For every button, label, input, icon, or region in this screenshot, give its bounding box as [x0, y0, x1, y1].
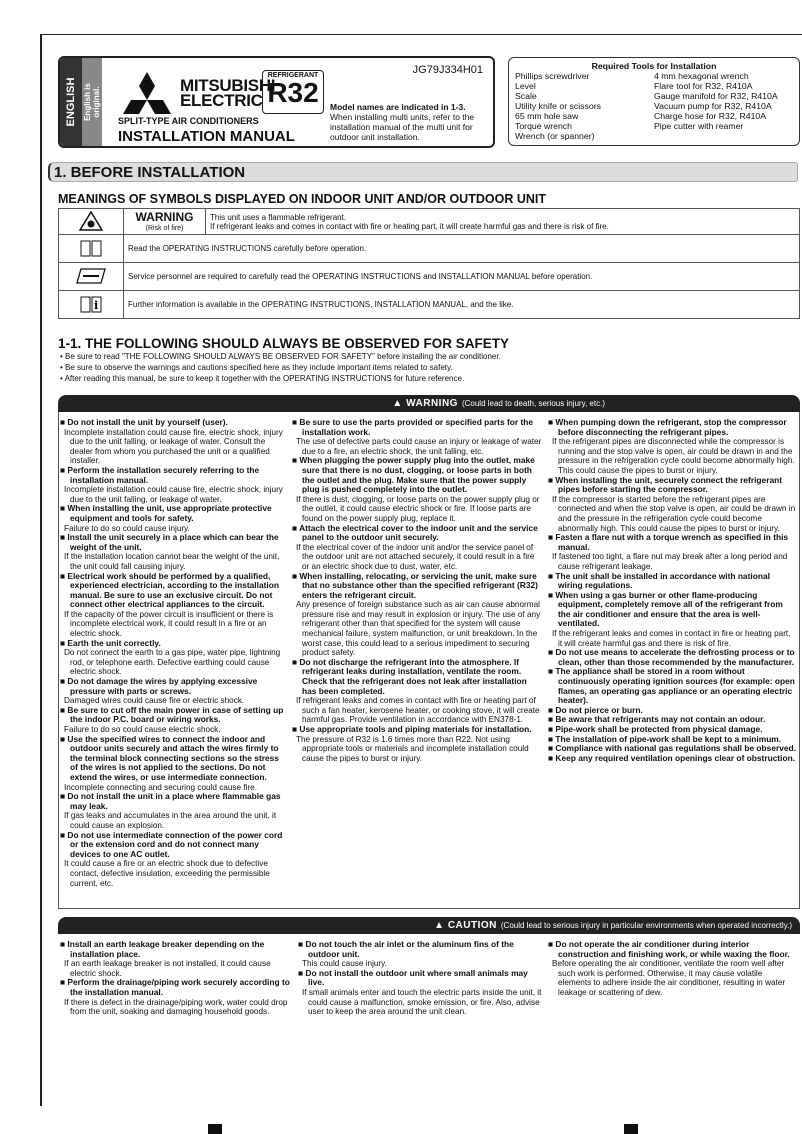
info-book-icon	[59, 291, 124, 319]
safety-item	[60, 831, 288, 889]
item-body: If the capacity of the power circuit is insufficient or there is incomplete electrical work, it could result in a fire or an electric shock.	[64, 609, 274, 639]
item-body: The use of defective parts could cause an injury or leakage of water due to a fire, an electric shock, the unit falling, etc.	[296, 437, 542, 456]
item-title: ■ Do not operate the air conditioner during interior construction and finishing work, or while waxing the floor.	[548, 940, 796, 959]
safety-item	[292, 725, 542, 763]
safety-item	[548, 533, 796, 571]
safety-item	[548, 418, 796, 476]
original-note: English is original.	[83, 83, 101, 121]
warning-label: WARNING (Risk of fire)	[124, 209, 206, 235]
item-body: If the refrigerant leaks and comes in contact in fire or heating part, it will create harmful gas and there is risk of fire.	[552, 629, 791, 648]
item-body: Failure to do so could cause electric shock.	[64, 725, 221, 734]
item-body: Any presence of foreign substance such as air can cause abnormal pressure rise and may result in explosion or injury. The use of any refrigerant other than that specified for the system will cause mechanical failure, system malfunction, or unit breakdown. In the worst case, this could lead to a serious impediment to securing product safety.	[296, 600, 541, 658]
item-body: This could cause injury.	[302, 959, 387, 969]
item-body: If the refrigerant pipes are disconnected while the compressor is running and the stop valve is open, air could be drawn in and the pressure in the refrigeration cycle could become abnormally high. This could cause the pipes to burst or injury.	[552, 437, 795, 475]
symbol-description: Service personnel are required to carefully read the OPERATING INSTRUCTIONS and INSTALLATION MANUAL before operation.	[124, 263, 800, 291]
item-body: If fastened too tight, a flare nut may break after a long period and cause refrigerant leakage.	[552, 552, 788, 571]
document-code: JG79J334H01	[412, 64, 483, 76]
safety-item	[60, 706, 288, 735]
refrigerant-badge: REFRIGERANT R32	[262, 70, 324, 114]
item-title: ■ Use appropriate tools and piping materials for installation.	[292, 725, 542, 735]
warning-bar: ▲ WARNING (Could lead to death, serious injury, etc.)	[58, 395, 800, 412]
page-border-top	[40, 34, 802, 35]
item-title: ■ Do not install the outdoor unit where small animals may live.	[298, 969, 542, 988]
item-title: ■ The appliance shall be stored in a room without continuously operating ignition sources (for example: open flames, an operating gas appliance or an operating electric heater).	[548, 667, 796, 705]
page-border-left	[40, 34, 42, 1106]
caution-bar: ▲ CAUTION (Could lead to serious injury in particular environments when operated incorrectly.)	[58, 917, 800, 934]
safety-item	[548, 476, 796, 534]
item-title: ■ Do not use intermediate connection of the power cord or the extension cord and do not connect many devices to one AC outlet.	[60, 831, 288, 860]
safety-heading: 1-1. THE FOLLOWING SHOULD ALWAYS BE OBSERVED FOR SAFETY	[58, 336, 510, 351]
original-note-tab	[82, 58, 102, 146]
warning-column	[548, 418, 796, 763]
safety-item	[292, 658, 542, 725]
safety-item	[298, 940, 542, 969]
item-title: ■ Do not use means to accelerate the defrosting process or to clean, other than those recommended by the manufacturer.	[548, 648, 796, 667]
item-body: If refrigerant leaks and comes in contact with fire or heating part of such a fan heater, kerosene heater, or cooking stove, it will create harmful gas. Provide ventilation in accordance with EN378-1.	[296, 696, 540, 725]
item-body: Before operating the air conditioner, ventilate the room well after such work is performed. Otherwise, it may cause volatile elements to adhere inside the air conditioner, resulting in water leakage or scattering of dew.	[552, 959, 786, 997]
warning-column	[60, 418, 288, 888]
safety-item	[60, 792, 288, 830]
item-title: ■ The installation of pipe-work shall be kept to a minimum.	[548, 735, 796, 745]
item-body: Failure to do so could cause injury.	[64, 523, 190, 533]
product-subtitle: SPLIT-TYPE AIR CONDITIONERS	[118, 116, 259, 126]
item-body: If the electrical cover of the indoor unit and/or the service panel of the outdoor unit are not attached securely, it could result in a fire or an electric shock due to dust, water, etc.	[296, 542, 535, 571]
safety-item	[60, 533, 288, 571]
safety-item	[60, 466, 288, 504]
item-title: ■ When pumping down the refrigerant, stop the compressor before disconnecting the refrigerant pipes.	[548, 418, 796, 437]
item-body: Incomplete connecting and securing could cause fire.	[64, 782, 257, 792]
model-note: Model names are indicated in 1-3. When installing multi units, refer to the installation manual of the multi unit for outdoor unit installation.	[330, 102, 475, 142]
item-body: Damaged wires could cause fire or electric shock.	[64, 696, 245, 706]
item-title: ■ Pipe-work shall be protected from physical damage.	[548, 725, 796, 735]
item-title: ■ Install the unit securely in a place which can bear the weight of the unit.	[60, 533, 288, 552]
svg-text:i: i	[94, 298, 99, 312]
item-title: ■ When installing the unit, use appropriate protective equipment and tools for safety.	[60, 504, 288, 523]
item-title: ■ Do not touch the air inlet or the aluminum fins of the outdoor unit.	[298, 940, 542, 959]
item-title: ■ Compliance with national gas regulations shall be observed.	[548, 744, 796, 754]
caution-column	[298, 940, 542, 1017]
mitsubishi-logo-icon	[118, 72, 176, 116]
fire-warning-icon	[59, 209, 124, 235]
item-title: ■ Be sure to use the parts provided or specified parts for the installation work.	[292, 418, 542, 437]
item-body: If there is defect in the drainage/piping work, water could drop from the unit, soaking and damaging household goods.	[64, 997, 288, 1017]
symbols-heading: MEANINGS OF SYMBOLS DISPLAYED ON INDOOR UNIT AND/OR OUTDOOR UNIT	[58, 192, 546, 206]
item-title: ■ Fasten a flare nut with a torque wrench as specified in this manual.	[548, 533, 796, 552]
safety-item	[60, 418, 288, 466]
caution-column	[548, 940, 796, 998]
safety-item	[292, 524, 542, 572]
warning-title: ▲ WARNING	[392, 398, 458, 409]
safety-item	[548, 940, 796, 998]
item-title: ■ Attach the electrical cover to the indoor unit and the service panel to the outdoor unit securely.	[292, 524, 542, 543]
safety-item	[548, 591, 796, 649]
item-title: ■ The unit shall be installed in accordance with national wiring regulations.	[548, 572, 796, 591]
safety-item	[292, 456, 542, 523]
item-body: If an earth leakage breaker is not installed, it could cause electric shock.	[64, 959, 271, 978]
item-title: ■ Be aware that refrigerants may not contain an odour.	[548, 715, 796, 725]
tools-title: Required Tools for Installation	[591, 61, 717, 71]
registration-mark	[624, 1124, 638, 1134]
item-body: If there is dust, clogging, or loose parts on the power supply plug or the outlet, it could cause electric shock or fire. If loose parts are found on the power supply plug, replace it.	[296, 494, 540, 523]
safety-item	[292, 572, 542, 658]
item-title: ■ Keep any required ventilation openings clear of obstruction.	[548, 754, 796, 764]
item-title: ■ When plugging the power supply plug into the outlet, make sure that there is no dust, clogging, or loose parts in both the outlet and the plug. Make sure that the power supply plug is pushed completely into the outlet.	[292, 456, 542, 494]
caution-column	[60, 940, 292, 1017]
service-manual-icon	[59, 263, 124, 291]
item-body: If gas leaks and accumulates in the area around the unit, it could cause an explosion.	[64, 811, 277, 830]
item-body: It could cause a fire or an electric shock due to defective contact, defective insulation, exceeding the permissible current, etc.	[64, 859, 270, 888]
tools-list-left: Phillips screwdriver Level Scale Utility knife or scissors 65 mm hole saw Torque wrench Wrench (or spanner)	[515, 71, 601, 141]
language-label: ENGLISH	[65, 77, 77, 127]
safety-item	[60, 978, 292, 1016]
safety-item	[548, 667, 796, 705]
manual-title: INSTALLATION MANUAL	[118, 128, 295, 145]
symbol-description: Further information is available in the OPERATING INSTRUCTIONS, INSTALLATION MANUAL, and the like.	[124, 291, 800, 319]
warning-column	[292, 418, 542, 763]
safety-item	[60, 940, 292, 978]
title-block	[58, 56, 495, 148]
brand-name: MITSUBISHI ELECTRIC	[180, 76, 276, 110]
language-tab	[60, 58, 82, 146]
item-title: ■ Be sure to cut off the main power in case of setting up the indoor P.C. board or wiring works.	[60, 706, 288, 725]
safety-item	[548, 572, 796, 591]
item-body: The pressure of R32 is 1.6 times more than R22. Not using appropriate tools or materials and incomplete installation could cause the pipes to burst or injury.	[296, 734, 529, 763]
item-title: ■ When installing, relocating, or servicing the unit, make sure that no substance other than the specified refrigerant (R32) enters the refrigerant circuit.	[292, 572, 542, 601]
required-tools-box	[508, 57, 800, 146]
item-body: If the installation location cannot bear the weight of the unit, the unit could fall causing injury.	[64, 552, 280, 571]
safety-item	[60, 504, 288, 533]
item-body: If the compressor is started before the refrigerant pipes are connected and when the stop valve is open, air could be drawn in and the pressure in the refrigeration cycle could become abnormally high. This could cause the pipes to burst or injury.	[552, 494, 796, 533]
item-title: ■ Perform the installation securely referring to the installation manual.	[60, 466, 288, 485]
item-title: ■ Do not pierce or burn.	[548, 706, 796, 716]
safety-item	[60, 572, 288, 639]
item-title: ■ Use the specified wires to connect the indoor and outdoor units securely and attach the wires firmly to the terminal block connecting sections so the stress of the wires is not applied to the sections. Do not extend the wires, or use intermediate connection.	[60, 735, 288, 783]
section-heading: 1. BEFORE INSTALLATION	[48, 162, 798, 182]
symbols-table	[58, 208, 800, 319]
caution-title: ▲ CAUTION	[434, 920, 497, 931]
safety-item	[60, 735, 288, 793]
item-title: ■ Perform the drainage/piping work securely according to the installation manual.	[60, 978, 292, 997]
safety-item	[292, 418, 542, 456]
item-body: Do not connect the earth to a gas pipe, water pipe, lightning rod, or telephone earth. Defective earthing could cause electric shock.	[64, 648, 281, 677]
safety-item	[548, 754, 796, 764]
safety-item	[298, 969, 542, 1017]
item-title: ■ Do not install the unit in a place where flammable gas may leak.	[60, 792, 288, 811]
item-title: ■ Electrical work should be performed by a qualified, experienced electrician, according to the installation manual. Be sure to use an exclusive circuit. Do not connect other electrical appliances to the circuit.	[60, 572, 288, 610]
tools-list-right: 4 mm hexagonal wrench Flare tool for R32, R410A Gauge manifold for R32, R410A Vacuum pump for R32, R410A Charge hose for R32, R410A Pipe cutter with reamer	[654, 71, 778, 131]
warning-description: This unit uses a flammable refrigerant. If refrigerant leaks and comes in contact with fire or heating part, it will create harmful gas and there is risk of fire.	[206, 209, 800, 235]
safety-item	[60, 639, 288, 677]
item-title: ■ Do not install the unit by yourself (user).	[60, 418, 288, 428]
item-body: If small animals enter and touch the electric parts inside the unit, it could cause a malfunction, smoke emission, or fire. Also, advise user to keep the area around the unit clean.	[302, 987, 542, 1017]
item-body: Incomplete installation could cause fire, electric shock, injury due to the unit falling, or leakage of water.	[64, 485, 283, 504]
safety-bullets: • Be sure to read "THE FOLLOWING SHOULD ALWAYS BE OBSERVED FOR SAFETY" before installing the air conditioner. • Be sure to observe the warnings and cautions specified here as they include important items related to safety. • After reading this manual, be sure to keep it together with the OPERATING INSTRUCTIONS for future reference.	[60, 351, 501, 384]
registration-mark	[208, 1124, 222, 1134]
item-title: ■ When installing the unit, securely connect the refrigerant pipes before starting the compressor.	[548, 476, 796, 495]
item-title: ■ Install an earth leakage breaker depending on the installation place.	[60, 940, 292, 959]
item-title: ■ Do not damage the wires by applying excessive pressure with parts or screws.	[60, 677, 288, 696]
symbol-description: Read the OPERATING INSTRUCTIONS carefully before operation.	[124, 235, 800, 263]
safety-item	[548, 648, 796, 667]
safety-item	[60, 677, 288, 706]
item-title: ■ When using a gas burner or other flame-producing equipment, completely remove all of the refrigerant from the air conditioner and ensure that the area is well-ventilated.	[548, 591, 796, 629]
item-body: Incomplete installation could cause fire, electric shock, injury due to the unit falling, or leakage of water. Consult the dealer from whom you purchased the unit or a qualified installer.	[64, 427, 283, 466]
item-title: ■ Earth the unit correctly.	[60, 639, 288, 649]
manual-book-icon	[59, 235, 124, 263]
item-title: ■ Do not discharge the refrigerant into the atmosphere. If refrigerant leaks during installation, ventilate the room. Check that the refrigerant does not leak after installation has been completed.	[292, 658, 542, 696]
